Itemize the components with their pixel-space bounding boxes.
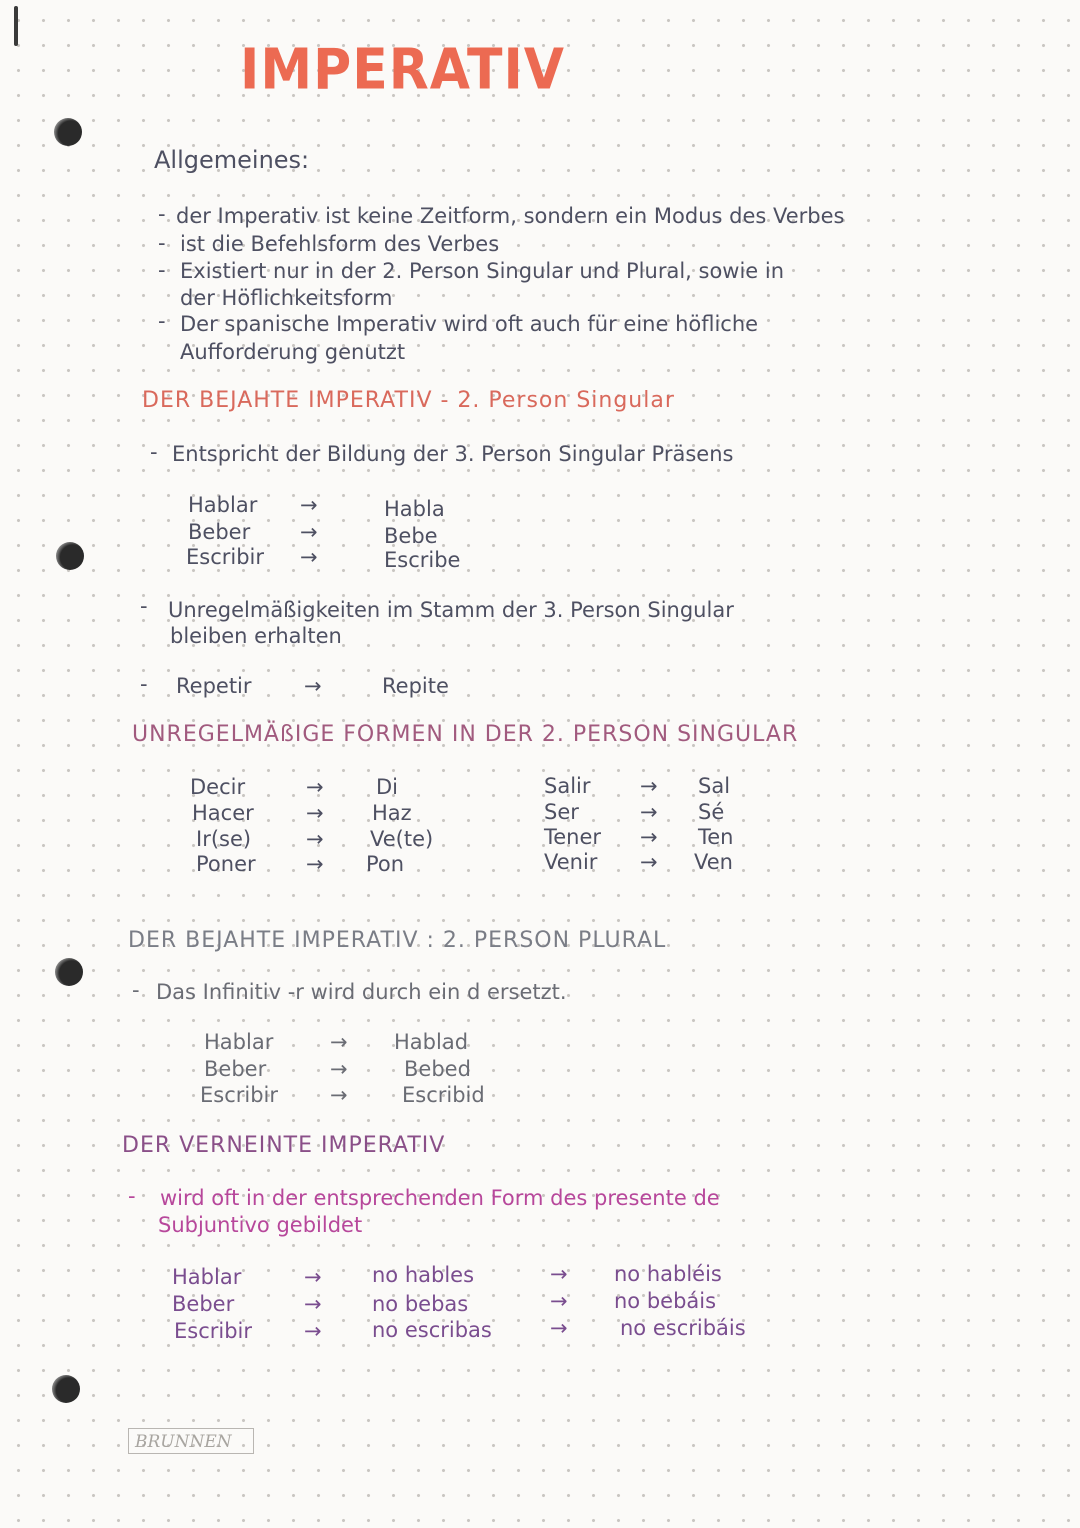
verb-imperative: Bebe — [384, 524, 438, 548]
bullet-dash: - — [158, 202, 166, 226]
verb-imperative: Sal — [698, 774, 731, 798]
allgemeines-line: der Höflichkeitsform — [180, 286, 393, 310]
allgemeines-line: der Imperativ ist keine Zeitform, sondern ein Modus des Verbes — [176, 204, 845, 228]
plural-rule: Das Infinitiv -r wird durch ein d ersetzt. — [156, 980, 567, 1004]
verb-imperative: Escribe — [384, 548, 461, 572]
verb-infinitive: Hablar — [188, 493, 258, 517]
verb-infinitive: Hacer — [192, 801, 254, 825]
bullet-dash: - — [132, 978, 140, 1002]
bullet-dash: - — [150, 440, 158, 464]
verb-imperative: Hablad — [394, 1030, 469, 1054]
arrow-icon: → — [300, 520, 318, 544]
negative-singular: no hables — [372, 1263, 475, 1287]
verb-infinitive: Ser — [544, 800, 579, 824]
arrow-icon: → — [306, 827, 324, 851]
arrow-icon: → — [640, 774, 658, 798]
negative-singular: no bebas — [372, 1292, 469, 1316]
allgemeines-line: Existiert nur in der 2. Person Singular und Plural, sowie in — [180, 259, 785, 283]
punch-hole — [55, 958, 83, 986]
verb-infinitive: Escribir — [200, 1083, 279, 1107]
allgemeines-line: Der spanische Imperativ wird oft auch für eine höfliche — [180, 312, 759, 336]
verb-infinitive: Repetir — [176, 674, 252, 698]
negative-plural: no habléis — [614, 1262, 722, 1286]
verb-infinitive: Beber — [204, 1057, 267, 1081]
arrow-icon: → — [300, 493, 318, 517]
singular-rule: Entspricht der Bildung der 3. Person Singular Präsens — [172, 442, 734, 466]
brand-logo: BRUNNEN — [128, 1428, 254, 1454]
verb-imperative: Di — [376, 775, 399, 799]
verb-imperative: Sé — [698, 800, 725, 824]
negative-rule: Subjuntivo gebildet — [158, 1213, 363, 1237]
verb-infinitive: Hablar — [204, 1030, 274, 1054]
arrow-icon: → — [640, 850, 658, 874]
irregular-note: Unregelmäßigkeiten im Stamm der 3. Person Singular — [168, 598, 734, 622]
verb-imperative: Escribid — [402, 1083, 485, 1107]
bullet-dash: - — [158, 258, 166, 282]
arrow-icon: → — [330, 1083, 348, 1107]
allgemeines-line: ist die Befehlsform des Verbes — [180, 232, 500, 256]
bullet-dash: - — [140, 594, 148, 618]
allgemeines-heading: Allgemeines: — [154, 146, 310, 174]
arrow-icon: → — [306, 852, 324, 876]
allgemeines-line: Aufforderung genutzt — [180, 340, 406, 364]
bullet-dash: - — [140, 672, 148, 696]
verb-imperative: Haz — [372, 801, 412, 825]
verb-imperative: Ven — [694, 850, 733, 874]
verb-infinitive: Escribir — [186, 545, 265, 569]
verb-infinitive: Beber — [172, 1292, 235, 1316]
arrow-icon: → — [330, 1030, 348, 1054]
irregular-note: bleiben erhalten — [170, 624, 342, 648]
arrow-icon: → — [550, 1289, 568, 1313]
arrow-icon: → — [306, 801, 324, 825]
bullet-dash: - — [128, 1184, 136, 1208]
section-heading-negative: DER VERNEINTE IMPERATIV — [122, 1133, 446, 1158]
verb-imperative: Repite — [382, 674, 449, 698]
verb-imperative: Bebed — [404, 1057, 471, 1081]
arrow-icon: → — [640, 800, 658, 824]
negative-rule: wird oft in der entsprechenden Form des presente de — [160, 1186, 720, 1210]
section-heading-plural: DER BEJAHTE IMPERATIV : 2. PERSON PLURAL — [128, 928, 667, 953]
punch-hole — [52, 1375, 80, 1403]
verb-infinitive: Escribir — [174, 1319, 253, 1343]
bullet-dash: - — [158, 309, 166, 333]
verb-imperative: Pon — [366, 852, 405, 876]
negative-plural: no bebáis — [614, 1289, 717, 1313]
arrow-icon: → — [304, 1319, 322, 1343]
arrow-icon: → — [304, 674, 322, 698]
verb-imperative: Ten — [698, 825, 734, 849]
page-title: IMPERATIV — [240, 37, 566, 103]
verb-infinitive: Tener — [544, 825, 602, 849]
arrow-icon: → — [550, 1316, 568, 1340]
section-heading-irregular: UNREGELMÄßIGE FORMEN IN DER 2. PERSON SINGULAR — [132, 722, 799, 747]
arrow-icon: → — [550, 1262, 568, 1286]
negative-plural: no escribáis — [620, 1316, 746, 1340]
arrow-icon: → — [300, 545, 318, 569]
arrow-icon: → — [330, 1057, 348, 1081]
verb-infinitive: Venir — [544, 850, 598, 874]
section-heading-singular: DER BEJAHTE IMPERATIV - 2. Person Singular — [142, 388, 675, 413]
bullet-dash: - — [158, 231, 166, 255]
verb-imperative: Habla — [384, 497, 445, 521]
negative-singular: no escribas — [372, 1318, 492, 1342]
verb-infinitive: Ir(se) — [196, 827, 252, 851]
arrow-icon: → — [306, 775, 324, 799]
margin-mark — [14, 6, 18, 46]
verb-imperative: Ve(te) — [370, 827, 434, 851]
punch-hole — [54, 118, 82, 146]
verb-infinitive: Salir — [544, 774, 591, 798]
verb-infinitive: Decir — [190, 775, 246, 799]
punch-hole — [56, 542, 84, 570]
verb-infinitive: Poner — [196, 852, 256, 876]
arrow-icon: → — [304, 1292, 322, 1316]
verb-infinitive: Hablar — [172, 1265, 242, 1289]
arrow-icon: → — [640, 825, 658, 849]
arrow-icon: → — [304, 1265, 322, 1289]
verb-infinitive: Beber — [188, 520, 251, 544]
